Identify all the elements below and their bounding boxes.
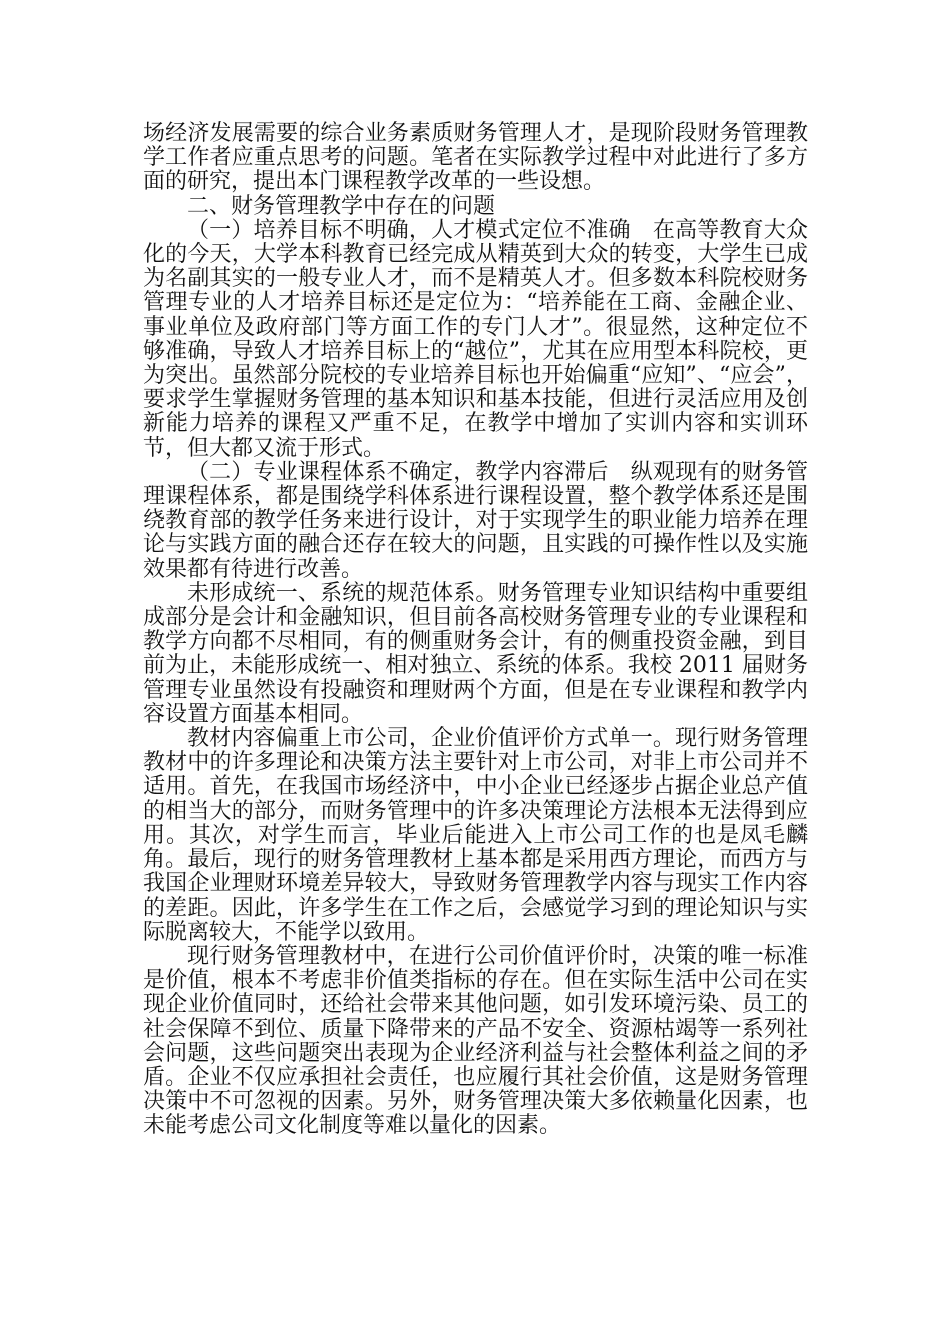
paragraph-textbook-content: 教材内容偏重上市公司，企业价值评价方式单一。现行财务管理教材中的许多理论和决策方法主要针对上市公司，对非上市公司并不适用。首先，在我国市场经济中，中小企业已经逐步占据企业总产值的相当大的部分，而财务管理中的许多决策理论方法根本无法得到应用。其次，对学生而言，毕业后能进入上市公司工作的也是凤毛麟角。最后，现行的财务管理教材上基本都是采用西方理论，而西方与我国企业理财环境差异较大，导致财务管理教学内容与现实工作内容的差距。因此，许多学生在工作之后，会感觉学习到的理论知识与实际脱离较大，不能学以致用。 — [143, 726, 808, 945]
paragraph-no-unified-system: 未形成统一、系统的规范体系。财务管理专业知识结构中重要组成部分是会计和金融知识，但目前各高校财务管理专业的专业课程和教学方向都不尽相同，有的侧重财务会计，有的侧重投资金融，到目前为止，未能形成统一、相对独立、系统的体系。我校 2011 届财务管理专业虽然设有投融资和理财两个方面，但是在专业课程和教学内容设置方面基本相同。 — [143, 580, 808, 727]
document-page — [143, 122, 808, 1139]
paragraph-continuation: 场经济发展需要的综合业务素质财务管理人才，是现阶段财务管理教学工作者应重点思考的问题。笔者在实际教学过程中对此进行了多方面的研究，提出本门课程教学改革的一些设想。 — [143, 121, 808, 195]
paragraph-curriculum-system: （二）专业课程体系不确定，教学内容滞后 纵观现有的财务管理课程体系，都是围绕学科体系进行课程设置，整个教学体系还是围绕教育部的教学任务来进行设计，对于实现学生的职业能力培养在理论与实践方面的融合还存在较大的问题，且实践的可操作性以及实施效果都有待进行改善。 — [143, 459, 808, 582]
paragraph-training-goals: （一）培养目标不明确，人才模式定位不准确 在高等教育大众化的今天，大学本科教育已经完成从精英到大众的转变，大学生已成为名副其实的一般专业人才，而不是精英人才。但多数本科院校财务管理专业的人才培养目标还是定位为：“培养能在工商、金融企业、事业单位及政府部门等方面工作的专门人才”。很显然，这种定位不够准确，导致人才培养目标上的“越位”，尤其在应用型本科院校，更为突出。虽然部分院校的专业培养目标也开始偏重“应知”、“应会”，要求学生掌握财务管理的基本知识和基本技能，但进行灵活应用及创新能力培养的课程又严重不足，在教学中增加了实训内容和实训环节，但大都又流于形式。 — [143, 217, 808, 461]
section-heading: 二、财务管理教学中存在的问题 — [187, 193, 496, 219]
paragraph-value-evaluation: 现行财务管理教材中，在进行公司价值评价时，决策的唯一标准是价值，根本不考虑非价值类指标的存在。但在实际生活中公司在实现企业价值同时，还给社会带来其他问题，如引发环境污染、员工的社会保障不到位、质量下降带来的产品不安全、资源枯竭等一系列社会问题，这些问题突出表现为企业经济利益与社会整体利益之间的矛盾。企业不仅应承担社会责任，也应履行其社会价值，这是财务管理决策中不可忽视的因素。另外，财务管理决策大多依赖量化因素，也未能考虑公司文化制度等难以量化的因素。 — [143, 943, 808, 1139]
